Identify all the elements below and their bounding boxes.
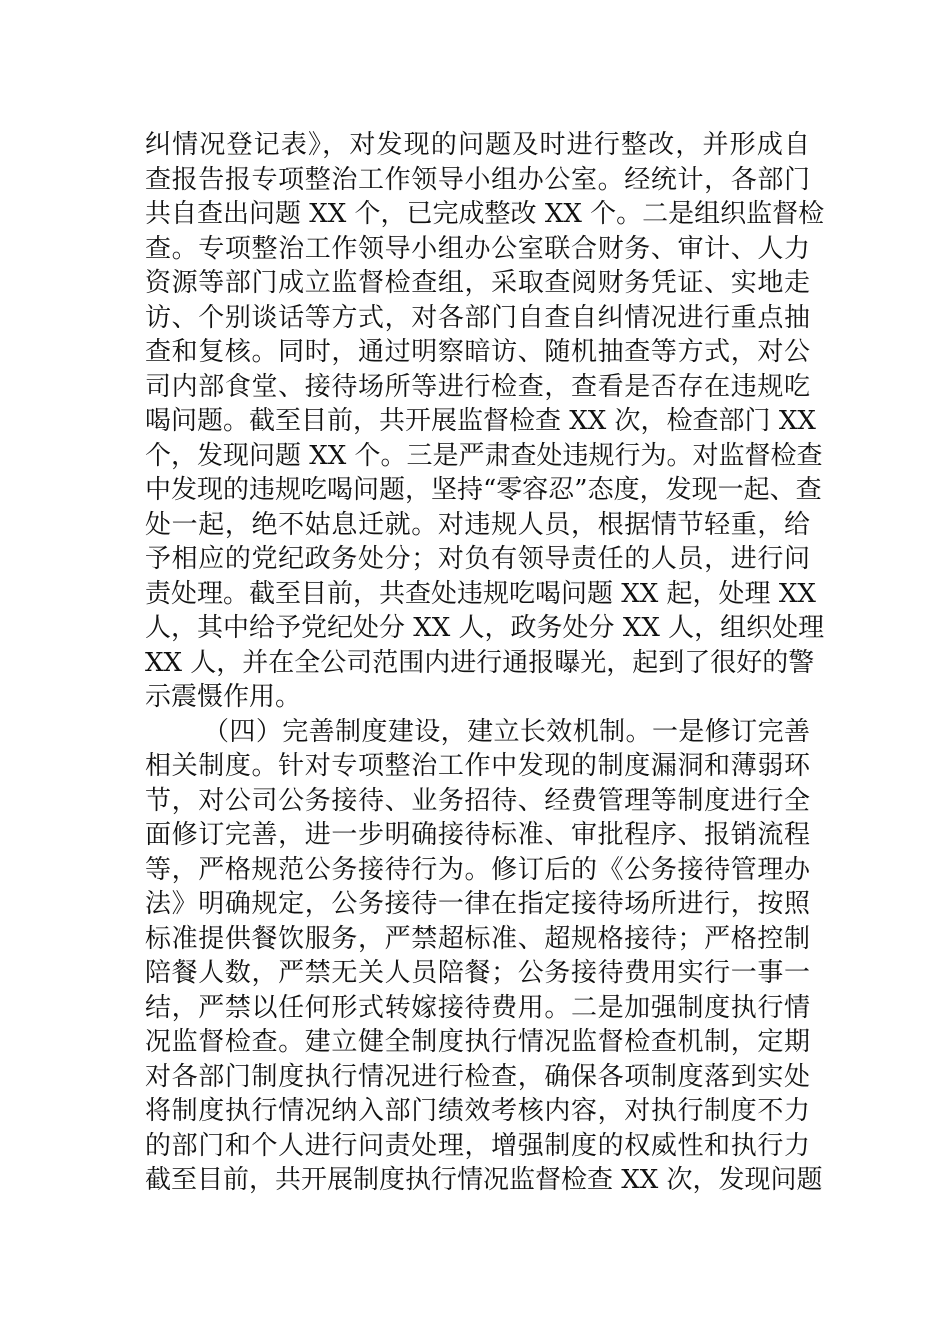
text-line: 况监督检查。建立健全制度执行情况监督检查机制，定期: [145, 1027, 810, 1057]
text-line: 资源等部门成立监督检查组，采取查阅财务凭证、实地走: [145, 268, 810, 298]
text-line: 面修订完善，进一步明确接待标准、审批程序、报销流程: [145, 820, 810, 850]
text-line: 访、个别谈话等方式，对各部门自查自纠情况进行重点抽: [145, 302, 810, 333]
text-line: 查。专项整治工作领导小组办公室联合财务、审计、人力: [145, 233, 810, 264]
text-line: 的部门和个人进行问责处理，增强制度的权威性和执行力: [145, 1130, 810, 1161]
text-line: 节，对公司公务接待、业务招待、经费管理等制度进行全: [145, 785, 810, 816]
text-line: 等，严格规范公务接待行为。修订后的《公务接待管理办: [145, 854, 810, 885]
text-line: 喝问题。截至目前，共开展监督检查 XX 次，检查部门 XX: [145, 406, 816, 436]
text-line: 予相应的党纪政务处分；对负有领导责任的人员，进行问: [145, 544, 810, 574]
text-line: 共自查出问题 XX 个，已完成整改 XX 个。二是组织监督检: [145, 199, 825, 229]
text-line: 结，严禁以任何形式转嫁接待费用。二是加强制度执行情: [145, 992, 810, 1023]
text-line: 个，发现问题 XX 个。三是严肃查处违规行为。对监督检查: [145, 440, 823, 471]
text-line: 人，其中给予党纪处分 XX 人，政务处分 XX 人，组织处理: [145, 613, 825, 643]
text-line: 查报告报专项整治工作领导小组办公室。经统计，各部门: [145, 164, 810, 195]
text-line: 标准提供餐饮服务，严禁超标准、超规格接待；严格控制: [145, 923, 810, 954]
text-line: 处一起，绝不姑息迁就。对违规人员，根据情节轻重，给: [145, 509, 810, 540]
text-line: 将制度执行情况纳入部门绩效考核内容，对执行制度不力: [145, 1096, 810, 1126]
text-line: 陪餐人数，严禁无关人员陪餐；公务接待费用实行一事一: [145, 958, 810, 988]
text-line: 法》明确规定，公务接待一律在指定接待场所进行，按照: [145, 889, 810, 919]
section-heading-line: （四）完善制度建设，建立长效机制。一是修订完善: [203, 716, 810, 747]
text-line: XX 人，并在全公司范围内进行通报曝光，起到了很好的警: [145, 647, 815, 678]
text-line: 查和复核。同时，通过明察暗访、随机抽查等方式，对公: [145, 337, 810, 367]
paragraph-end-line: 示震慑作用。: [145, 682, 302, 712]
body-text: [145, 128, 825, 1198]
text-line: 司内部食堂、接待场所等进行检查，查看是否存在违规吃: [145, 371, 810, 402]
text-line: 中发现的违规吃喝问题，坚持“零容忍”态度，发现一起、查: [145, 475, 822, 505]
text-line: 责处理。截至目前，共查处违规吃喝问题 XX 起，处理 XX: [145, 578, 816, 609]
text-line: 相关制度。针对专项整治工作中发现的制度漏洞和薄弱环: [145, 751, 810, 781]
text-line: 截至目前，共开展制度执行情况监督检查 XX 次，发现问题: [145, 1165, 823, 1195]
text-line: 对各部门制度执行情况进行检查，确保各项制度落到实处: [145, 1061, 810, 1092]
text-line: 纠情况登记表》，对发现的问题及时进行整改，并形成自: [145, 130, 810, 160]
